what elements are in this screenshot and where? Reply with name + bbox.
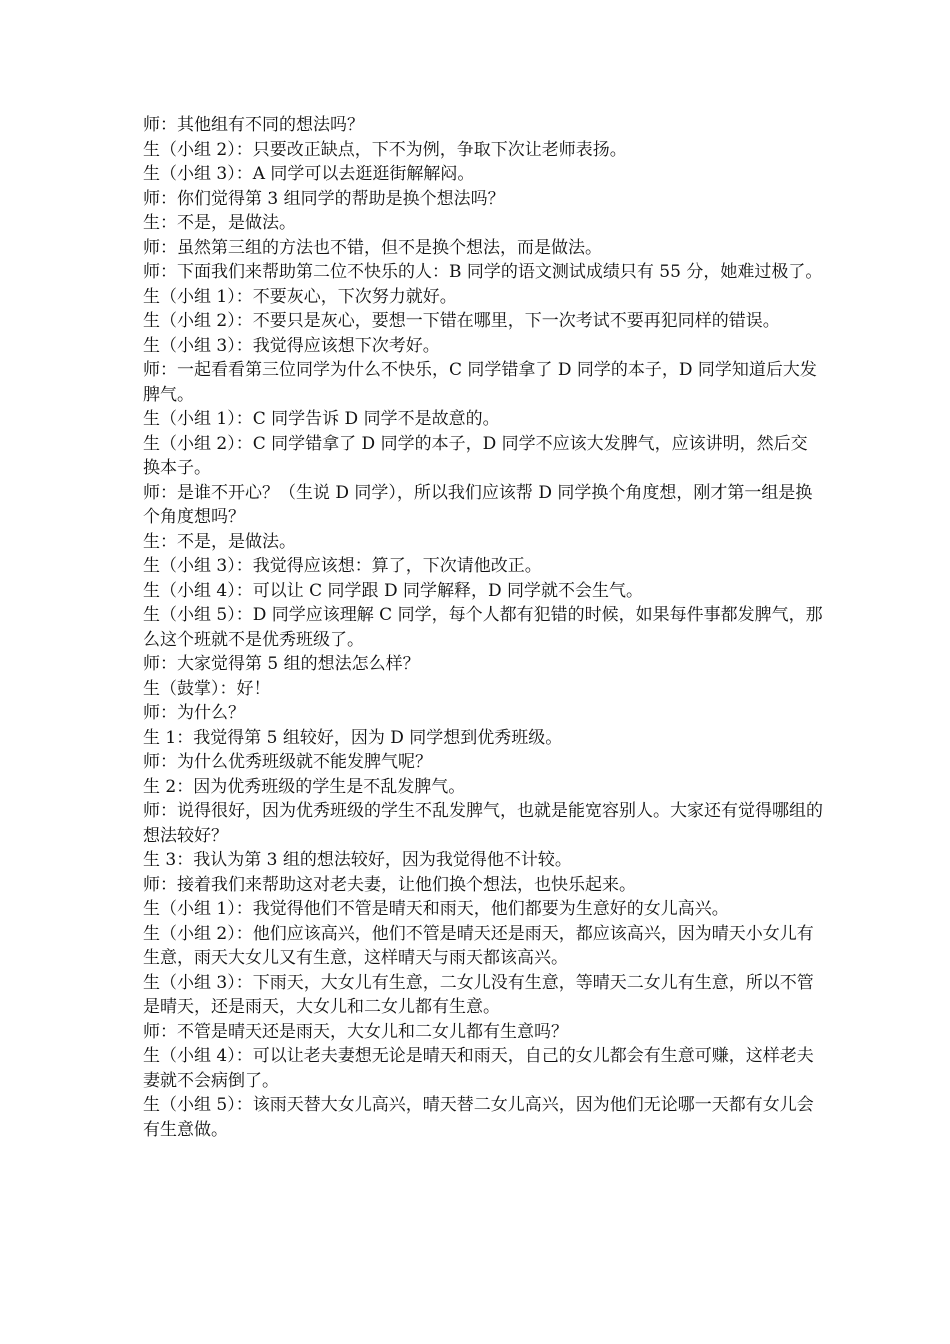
paragraph: 师：为什么？ (143, 703, 245, 723)
paragraph: 生：不是，是做法。 (143, 531, 296, 552)
paragraph: 师：为什么优秀班级就不能发脾气呢？ (143, 752, 432, 772)
paragraph: 师：接着我们来帮助这对老夫妻，让他们换个想法，也快乐起来。 (143, 874, 636, 895)
paragraph: 生（小组 1）：我觉得他们不管是晴天和雨天，他们都要为生意好的女儿高兴。 (143, 899, 729, 919)
paragraph: 生 3：我认为第 3 组的想法较好，因为我觉得他不计较。 (143, 850, 572, 870)
paragraph: 师：下面我们来帮助第二位不快乐的人：B 同学的语文测试成绩只有 55 分，她难过极了。 (143, 262, 823, 282)
paragraph: 生：不是，是做法。 (143, 213, 296, 233)
paragraph: 师：其他组有不同的想法吗？ (143, 115, 364, 135)
paragraph: 生（小组 2）：只要改正缺点，下不为例，争取下次让老师表扬。 (143, 139, 627, 160)
paragraph: 生（小组 4）：可以让老夫妻想无论是晴天和雨天，自己的女儿都会有生意可赚，这样老夫妻就不会病倒了。 (143, 1046, 814, 1091)
paragraph: 师：是谁不开心？（生说 D 同学），所以我们应该帮 D 同学换个角度想，刚才第一组是换个角度想吗？ (143, 482, 813, 527)
paragraph: 生（小组 1）：C 同学告诉 D 同学不是故意的。 (143, 409, 500, 429)
paragraph: 师：一起看看第三位同学为什么不快乐，C 同学错拿了 D 同学的本子，D 同学知道后大发脾气。 (143, 360, 817, 405)
paragraph: 生（小组 3）：下雨天，大女儿有生意，二女儿没有生意，等晴天二女儿有生意，所以不管是晴天，还是雨天，大女儿和二女儿都有生意。 (143, 972, 814, 1017)
paragraph: 生（小组 3）：我觉得应该想：算了，下次请他改正。 (143, 556, 542, 576)
paragraph: 生（小组 2）：他们应该高兴，他们不管是晴天还是雨天，都应该高兴，因为晴天小女儿有生意，雨天大女儿又有生意，这样晴天与雨天都该高兴。 (143, 923, 814, 968)
paragraph: 师：不管是晴天还是雨天，大女儿和二女儿都有生意吗？ (143, 1021, 568, 1042)
paragraph: 生（小组 2）：不要只是灰心，要想一下错在哪里，下一次考试不要再犯同样的错误。 (143, 311, 780, 331)
paragraph: 生 2：因为优秀班级的学生是不乱发脾气。 (143, 776, 466, 797)
paragraph: 生（小组 1）：不要灰心，下次努力就好。 (143, 286, 457, 307)
paragraph: 生（小组 2）：C 同学错拿了 D 同学的本子，D 同学不应该大发脾气，应该讲明，然后交换本子。 (143, 433, 808, 478)
paragraph: 生（小组 3）：我觉得应该想下次考好。 (143, 335, 440, 356)
paragraph: 师：虽然第三组的方法也不错，但不是换个想法，而是做法。 (143, 237, 602, 258)
paragraph: 生（鼓掌）：好！ (143, 678, 271, 699)
paragraph: 生（小组 3）：A 同学可以去逛逛街解解闷。 (143, 164, 475, 184)
paragraph: 生 1：我觉得第 5 组较好，因为 D 同学想到优秀班级。 (143, 727, 563, 748)
paragraph: 师：大家觉得第 5 组的想法怎么样？ (143, 654, 420, 674)
paragraph: 生（小组 5）：该雨天替大女儿高兴，晴天替二女儿高兴，因为他们无论哪一天都有女儿会有生意做。 (143, 1095, 814, 1140)
paragraph: 生（小组 5）：D 同学应该理解 C 同学，每个人都有犯错的时候，如果每件事都发脾气，那么这个班就不是优秀班级了。 (143, 605, 823, 650)
document-page (143, 113, 823, 1142)
paragraph: 师：说得很好，因为优秀班级的学生不乱发脾气，也就是能宽容别人。大家还有觉得哪组的想法较好？ (143, 801, 823, 846)
paragraph: 师：你们觉得第 3 组同学的帮助是换个想法吗？ (143, 188, 505, 209)
paragraph: 生（小组 4）：可以让 C 同学跟 D 同学解释，D 同学就不会生气。 (143, 580, 644, 601)
